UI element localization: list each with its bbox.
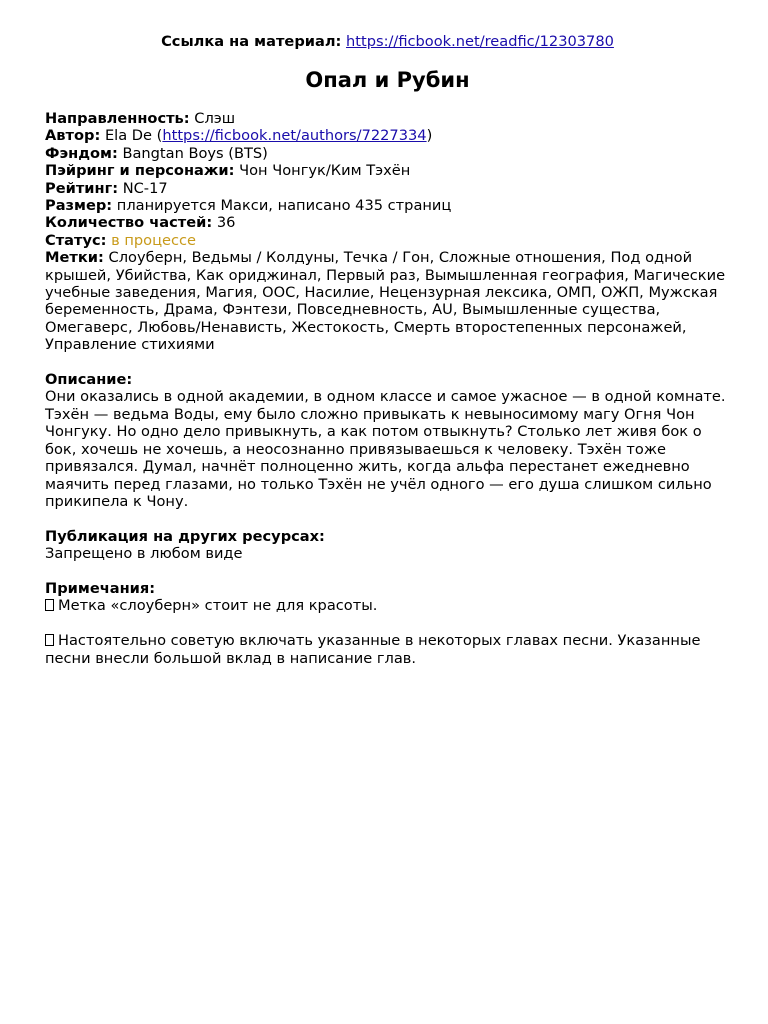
meta-tags-label: Метки:: [45, 249, 104, 267]
description-section: [45, 371, 730, 510]
meta-direction-value: Слэш: [194, 110, 236, 127]
meta-author-label: Автор:: [45, 127, 101, 145]
metadata-block: [45, 110, 730, 354]
meta-pairing-value: Чон Чонгук/Ким Тэхён: [239, 162, 411, 180]
meta-status-value: в процессе: [111, 231, 197, 249]
meta-author-name: Ela De: [104, 127, 153, 145]
meta-status-label: Статус:: [45, 231, 107, 249]
meta-rating-value: NC-17: [122, 179, 168, 197]
notes-heading: Примечания:: [45, 579, 156, 597]
missing-glyph-icon: [45, 634, 54, 646]
meta-author-paren-open: (: [156, 127, 163, 145]
meta-fandom: [45, 145, 730, 162]
notes-section: [45, 580, 730, 667]
meta-direction-label: Направленность:: [45, 110, 190, 127]
source-link[interactable]: https://ficbook.net/readfic/12303780: [346, 33, 614, 50]
work-title: Опал и Рубин: [305, 68, 470, 92]
document-page: [45, 32, 730, 667]
meta-status: [45, 232, 730, 249]
meta-size-value: планируется Макси, написано 435 страниц: [116, 197, 452, 215]
meta-parts: [45, 214, 730, 231]
meta-rating-label: Рейтинг:: [45, 179, 119, 197]
meta-parts-label: Количество частей:: [45, 214, 213, 232]
meta-rating: [45, 180, 730, 197]
publication-text: Запрещено в любом виде: [45, 545, 243, 563]
description-heading: Описание:: [45, 371, 133, 389]
source-line: [45, 32, 730, 52]
meta-tags: [45, 249, 730, 353]
publication-heading: Публикация на других ресурсах:: [45, 527, 325, 545]
meta-size: [45, 197, 730, 214]
meta-pairing: [45, 162, 730, 179]
meta-author: [45, 127, 730, 144]
meta-author-paren-close: ): [426, 127, 433, 145]
meta-pairing-label: Пэйринг и персонажи:: [45, 162, 235, 180]
publication-section: [45, 528, 730, 563]
meta-fandom-label: Фэндом:: [45, 144, 118, 162]
note-item: [45, 632, 730, 667]
description-text: Они оказались в одной академии, в одном классе и самое ужасное — в одной комнате. Тэхён — ведьма Воды, ему было сложно привыкать к невыносимому магу Огня Чон Чонгуку. Но одно дело привыкнуть, а как потом отвыкнуть? Столько лет живя бок о бок, хочешь не хочешь, а неосознанно привязываешься к человеку. Тэхён тоже привязался. Думал, начнёт полноценно жить, когда альфа перестанет ежедневно маячить перед глазами, но только Тэхён не учёл одного — его душа слишком сильно прикипела к Чону.: [45, 388, 726, 510]
note-text: Настоятельно советую включать указанные в некоторых главах песни. Указанные песни внесли большой вклад в написание глав.: [45, 632, 701, 667]
note-text: Метка «слоуберн» стоит не для красоты.: [58, 597, 378, 615]
note-item: [45, 597, 730, 614]
meta-direction: [45, 110, 730, 127]
meta-parts-value: 36: [216, 214, 236, 232]
meta-fandom-value: Bangtan Boys (BTS): [122, 144, 268, 162]
source-label: Ссылка на материал:: [161, 33, 342, 50]
author-link[interactable]: https://ficbook.net/authors/7227334: [162, 127, 427, 145]
meta-tags-value: Слоуберн, Ведьмы / Колдуны, Течка / Гон, Сложные отношения, Под одной крышей, Убийства, Как ориджинал, Первый раз, Вымышленная география, Магические учебные заведения, Магия, ООС, Насилие, Нецензурная лексика, ОМП, ОЖП, Мужская беременность, Драма, Фэнтези, Повседневность, AU, Вымышленные существа, Омегаверс, Любовь/Ненависть, Жестокость, Смерть второстепенных персонажей, Управление стихиями: [45, 249, 726, 354]
missing-glyph-icon: [45, 599, 54, 611]
meta-size-label: Размер:: [45, 197, 113, 215]
